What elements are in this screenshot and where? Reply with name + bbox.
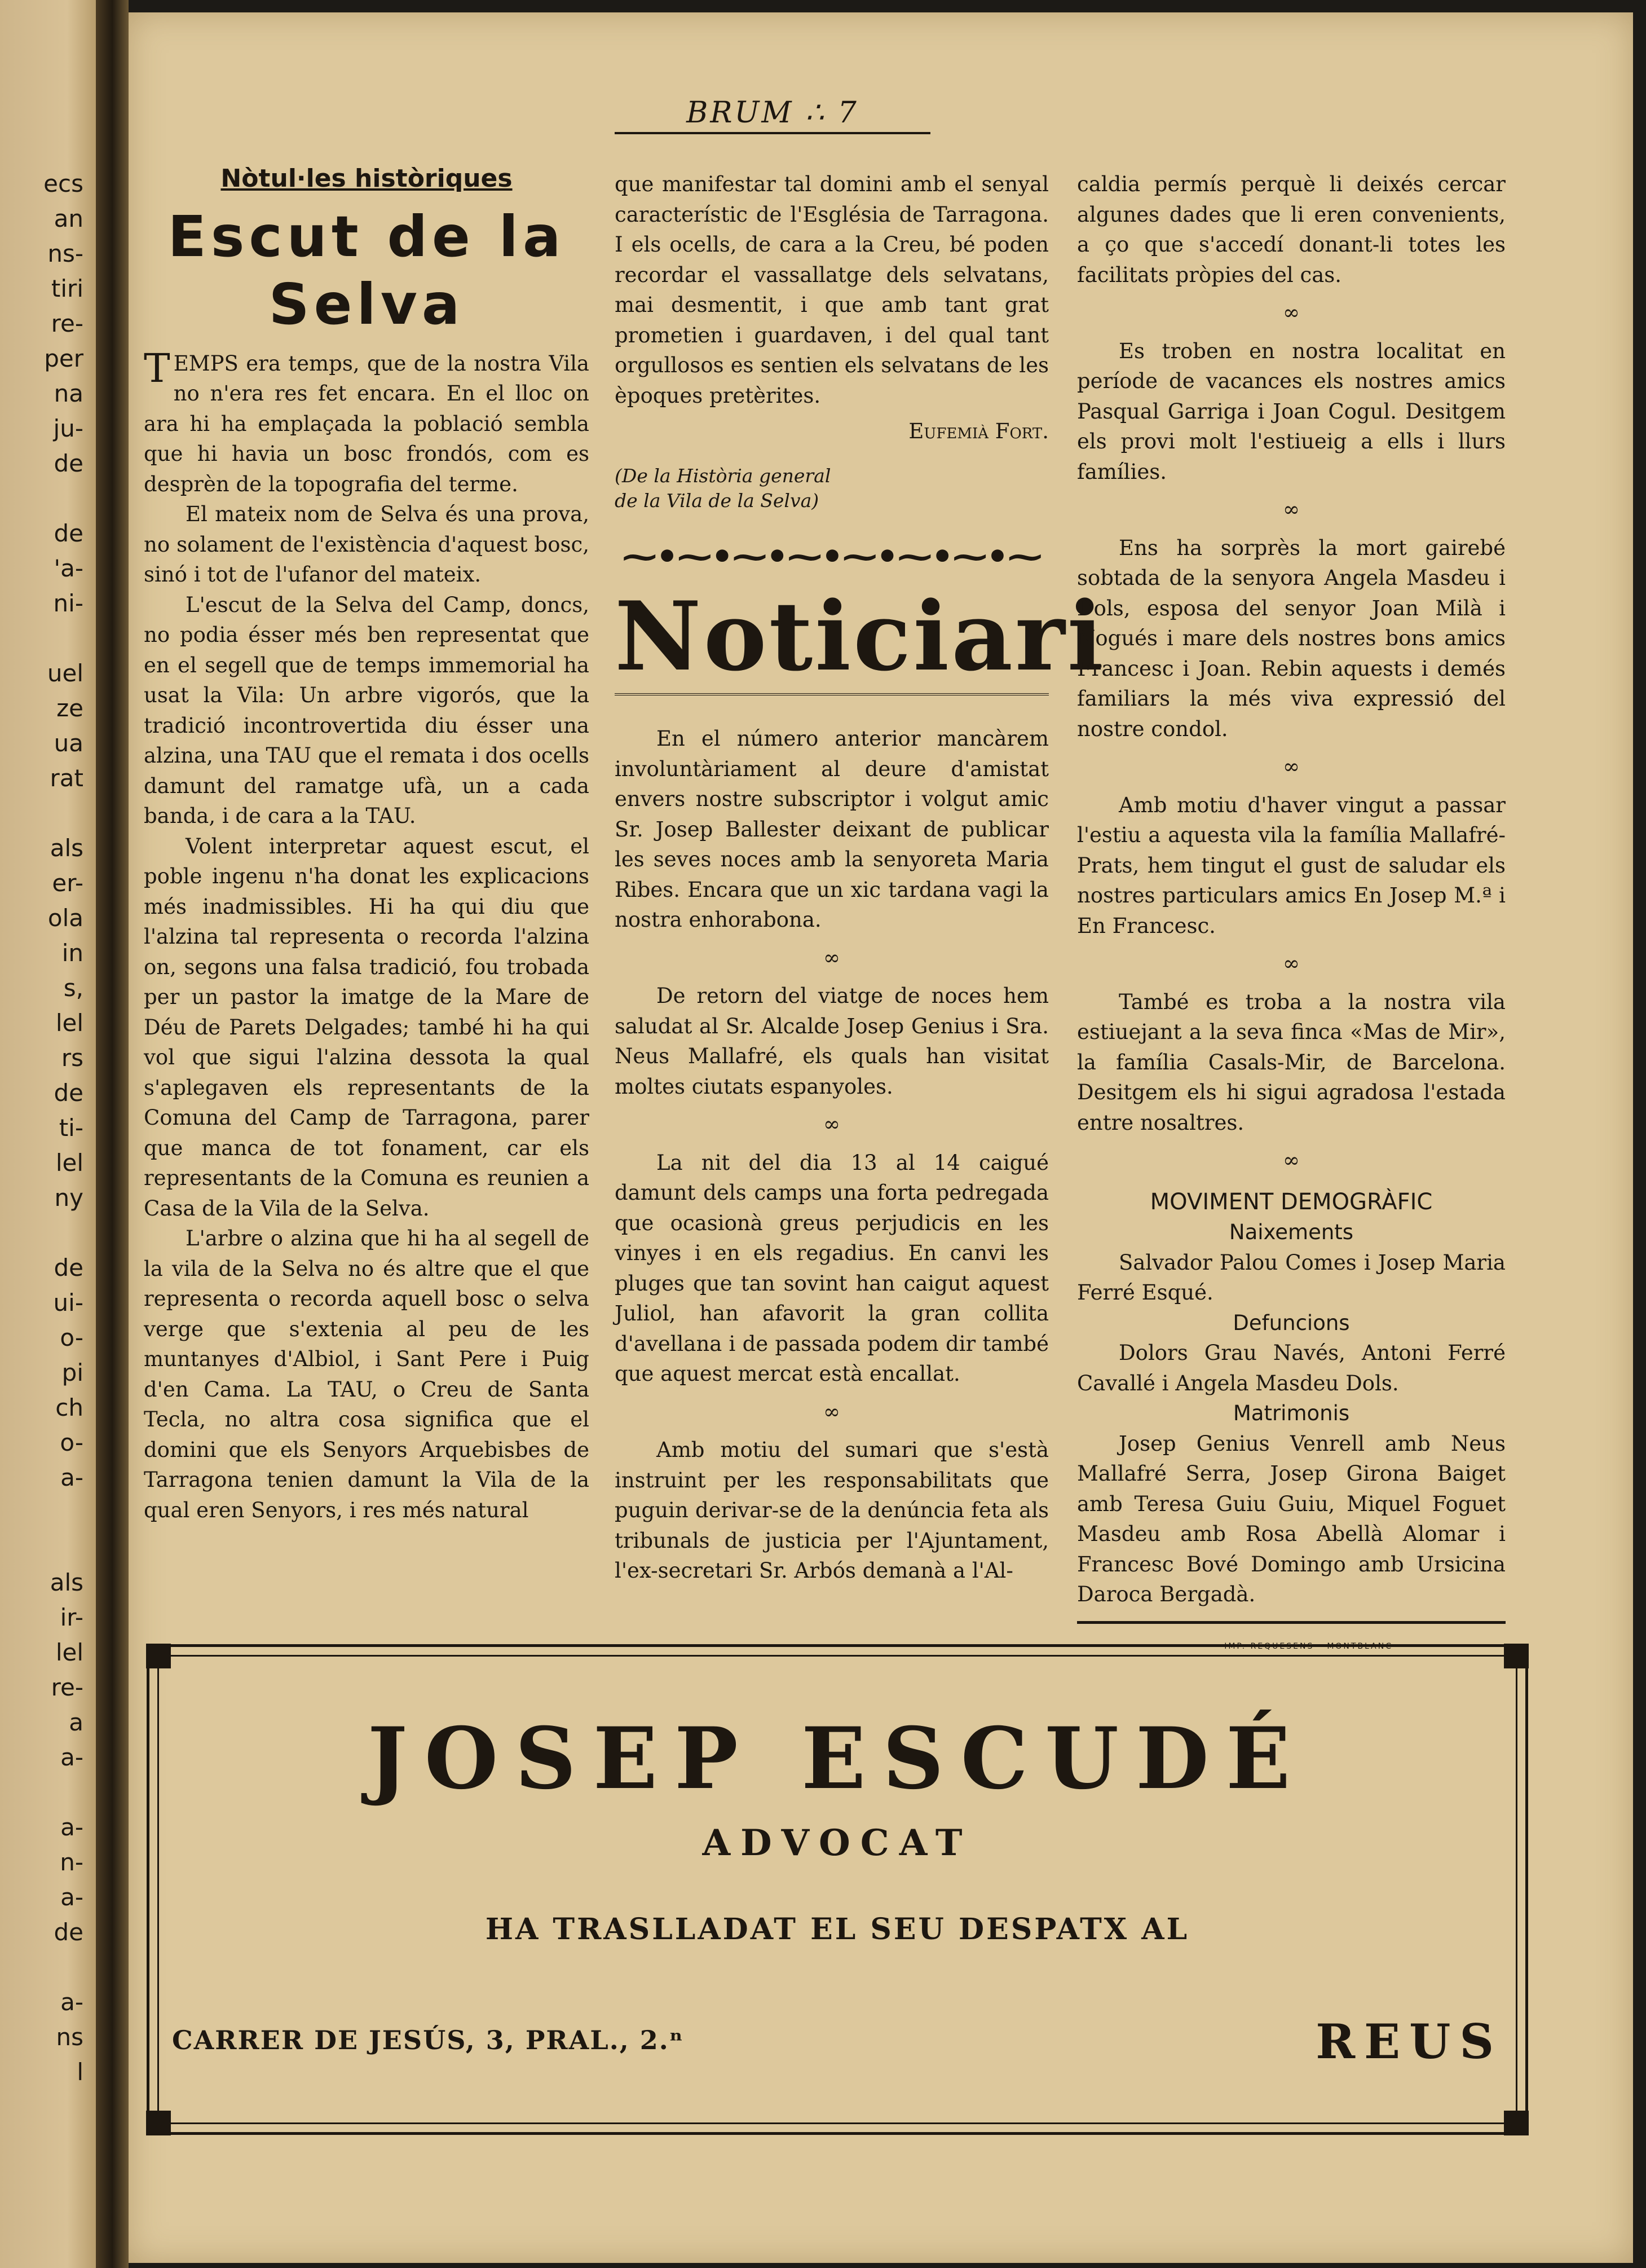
facing-page-fragment: a-	[60, 1813, 83, 1841]
advertisement-notice: HA TRASLLADAT EL SEU DESPATX AL	[485, 1912, 1190, 1946]
facing-page-fragment: ni-	[53, 589, 83, 617]
ornament-icon: ∞	[1283, 952, 1300, 975]
facing-page-fragment: a-	[60, 1883, 83, 1911]
book-gutter	[96, 0, 129, 2268]
facing-page-fragment: de	[54, 519, 83, 547]
news-item: La nit del dia 13 al 14 caigué damunt dels camps una forta pedregada que ocasionà greus perjudicis en les vinyes i en els regadius. En canvi les pluges que tan sovint han caigut aquest Juliol, han afavorit la gran collita d'avellana i de passada podem dir també que aquest mercat està encallat.	[615, 1150, 1049, 1386]
births-text: Salvador Palou Comes i Josep Maria Ferré Esqué.	[1077, 1250, 1506, 1305]
drop-cap: T	[144, 345, 170, 391]
facing-page-fragment: ju-	[53, 415, 83, 442]
facing-page-fragment: a-	[60, 1464, 83, 1491]
facing-page-fragment: rat	[50, 764, 83, 792]
facing-page-fragment: a-	[60, 1988, 83, 2016]
news-item: Es troben en nostra localitat en període de vacances els nostres amics Pasqual Garriga i Joan Cogul. Desitgem els provi molt l'estiueig a ells i llurs famílies.	[1077, 338, 1506, 484]
ornament-icon: ∞	[823, 1400, 840, 1424]
facing-page-fragment: 'a-	[54, 554, 83, 582]
paragraph: Volent interpretar aquest escut, el poble ingenu n'ha donat les explicacions més inadmissibles. Hi ha qui diu que l'alzina tal representa o recorda l'alzina on, segons una falsa tradició, fou trobada per un pastor la imatge de la Mare de Déu de Parets Delgades; també hi ha qui vol que sigui l'alzina dessota la qual s'aplegaven els representants de la Comuna del Camp de Tarragona, parer que manca de tot fonament, car els representants de la Comuna es reunien a Casa de la Vila de la Selva.	[144, 834, 589, 1221]
facing-page-fragment: ti-	[59, 1114, 83, 1142]
news-item: De retorn del viatge de noces hem saludat al Sr. Alcalde Josep Genius i Sra. Neus Mallafré, els quals han visitat moltes ciutats espanyoles.	[615, 984, 1049, 1099]
paragraph: L'escut de la Selva del Camp, doncs, no podia ésser més ben representat que en el segell que de temps immemorial ha usat la Vila: Un arbre vigorós, que la tradició incontrovertida diu ésser una alzina, una TAU que el remata i dos ocells damunt del ramatge ufà, un a cada banda, i de cara a la TAU.	[144, 592, 589, 828]
facing-page-fragment: l	[77, 2058, 83, 2086]
paragraph: L'arbre o alzina que hi ha al segell de la vila de la Selva no és altre que el que representa o recorda aquell bosc o selva verge que s'extenia al peu de les muntanyes d'Albiol, i Sant Pere i Puig d'en Cama. La TAU, o Creu de Santa Tecla, no altra cosa significa que el domini que els Senyors Arquebisbes de Tarragona tenien damunt la Vila de la qual eren Senyors, i res més natural	[144, 1226, 589, 1522]
paragraph: El mateix nom de Selva és una prova, no solament de l'existència d'aquest bosc, sinó i tot de l'ufanor del mateix.	[144, 502, 589, 587]
facing-page-fragment: lel	[55, 1639, 83, 1666]
facing-page-fragment: na	[54, 380, 83, 407]
advertiser-name: JOSEP ESCUDÉ	[367, 1709, 1308, 1808]
facing-page-fragment: ze	[56, 694, 83, 722]
advertisement-city: REUS	[1316, 2014, 1503, 2069]
ornament-icon: ∞	[1283, 498, 1300, 521]
facing-page-edge	[0, 0, 96, 2268]
frame-corner	[1504, 1644, 1529, 1668]
facing-page-fragment: re-	[51, 310, 83, 337]
facing-page-fragment: ecs	[43, 170, 83, 197]
paragraph: caldia permís perquè li deixés cercar algunes dades que li eren convenients, a ço que s'accedí donant-li totes les facilitats pròpies del cas.	[1077, 172, 1506, 287]
facing-page-fragment: s,	[63, 974, 83, 1002]
ornament-icon: ∞	[1283, 755, 1300, 778]
article-title: Escut de la Selva	[167, 203, 566, 337]
facing-page-fragment: de	[54, 1254, 83, 1281]
news-item: Amb motiu del sumari que s'està instruint per les responsabilitats que puguin derivar-se de la denúncia feta als tribunals de justicia per l'Ajuntament, l'ex-secretari Sr. Arbós demanà a l'Al-	[615, 1438, 1049, 1583]
facing-page-fragment: uel	[47, 659, 83, 687]
frame-corner	[146, 1644, 171, 1668]
facing-page-fragment: lel	[55, 1149, 83, 1177]
news-item: En el número anterior mancàrem involuntàriament al deure d'amistat envers nostre subscriptor i volgut amic Sr. Josep Ballester deixant de publicar les seves noces amb la senyoreta Maria Ribes. Encara que un xic tardana vagi la nostra enhorabona.	[615, 726, 1049, 932]
signature: Eufemià Fort.	[908, 419, 1049, 443]
facing-page-fragment: a-	[60, 1743, 83, 1771]
facing-page-fragment: ny	[54, 1184, 83, 1212]
facing-page-fragment: re-	[51, 1674, 83, 1701]
facing-page-fragment: er-	[52, 869, 83, 897]
marriages-text: Josep Genius Venrell amb Neus Mallafré Serra, Josep Girona Baiget amb Teresa Guiu Guiu, Miquel Foguet Masdeu amb Rosa Abellà Alomar i Francesc Bové Domingo amb Ursicina Daroca Bergadà.	[1077, 1431, 1506, 1606]
advertisement-box	[147, 1644, 1528, 2135]
section-title: Noticiari	[615, 583, 1049, 695]
frame-corner	[1504, 2111, 1529, 2135]
column-2	[615, 169, 1106, 1586]
facing-page-fragment: ui-	[53, 1289, 83, 1316]
frame-corner	[146, 2111, 171, 2135]
advertiser-role: ADVOCAT	[702, 1822, 973, 1864]
facing-page-fragment: rs	[61, 1044, 83, 1072]
facing-page-fragment: ir-	[60, 1604, 83, 1631]
ornament-icon: ∞	[1283, 1149, 1300, 1172]
facing-page-fragment: o-	[60, 1429, 83, 1456]
facing-page-fragment: pi	[61, 1359, 83, 1386]
paragraph: que manifestar tal domini amb el senyal característic de l'Església de Tarragona. I els ocells, de cara a la Creu, bé poden recordar el vassallatge dels selvatans, mai desmentit, i que amb tant grat prometien i guardaven, i del qual tant orgullosos es sentien els selvatans de les èpoques pretèrites.	[615, 172, 1049, 408]
facing-page-fragment: ola	[47, 904, 83, 932]
printer-credit: IMP. REQUESENS - MONTBLANC	[1224, 1641, 1393, 1651]
facing-page-fragment: in	[61, 939, 83, 967]
facing-page-fragment: ch	[55, 1394, 83, 1421]
demographics-heading: MOVIMENT DEMOGRÀFIC	[1150, 1188, 1433, 1215]
facing-page-fragment: de	[54, 1079, 83, 1107]
news-item: Ens ha sorprès la mort gairebé sobtada de la senyora Angela Masdeu i Dols, esposa del senyor Joan Milà i Nogués i mare dels nostres bons amics Francesc i Joan. Rebin aquests i demés familiars la més viva expressió del nostre condol.	[1077, 535, 1506, 741]
ornament-icon: ∞	[823, 1113, 840, 1136]
facing-page-fragment: als	[50, 834, 83, 862]
ornament-icon: ∞	[1283, 301, 1300, 324]
facing-page-fragment: an	[54, 205, 83, 232]
news-item: També es troba a la nostra vila estiuejant a la seva finca «Mas de Mir», la família Casals-Mir, de Barcelona. Desitgem els hi sigui agradosa l'estada entre nosaltres.	[1077, 989, 1506, 1135]
running-header: BRUM ∴ 7	[615, 96, 930, 134]
advertisement-address: CARRER DE JESÚS, 3, PRAL., 2.ⁿ	[172, 2025, 684, 2055]
marriages-heading: Matrimonis	[1233, 1401, 1350, 1425]
facing-page-fragment: de	[54, 450, 83, 477]
births-heading: Naixements	[1229, 1220, 1354, 1244]
ornament-icon: ∞	[823, 946, 840, 970]
facing-page-fragment: als	[50, 1569, 83, 1596]
facing-page-fragment: lel	[55, 1009, 83, 1037]
column-3	[1077, 169, 1506, 1662]
news-item: Amb motiu d'haver vingut a passar l'estiu a aquesta vila la família Mallafré-Prats, hem tingut el gust de saludar els nostres particulars amics En Josep M.ª i En Francesc.	[1077, 792, 1506, 938]
facing-page-fragment: de	[54, 1918, 83, 1946]
facing-page-fragment: ns-	[47, 240, 83, 267]
ornament-row: ⁓•⁓•⁓•⁓•⁓•⁓•⁓•⁓	[622, 535, 1042, 577]
facing-page-fragment: per	[44, 345, 83, 372]
facing-page-fragment: ua	[54, 729, 83, 757]
deaths-text: Dolors Grau Navés, Antoni Ferré Cavallé i Angela Masdeu Dols.	[1077, 1341, 1506, 1395]
section-kicker: Nòtul·les històriques	[220, 164, 513, 193]
paragraph: TEMPS era temps, que de la nostra Vila no n'era res fet encara. En el lloc on ara hi ha emplaçada la població sembla que hi havia un bosc frondós, com es desprèn de la topografia del terme.	[144, 345, 589, 496]
deaths-heading: Defuncions	[1233, 1310, 1350, 1335]
facing-page-fragment: ns	[56, 2023, 83, 2051]
source-note: (De la Història general de la Vila de la Selva)	[615, 464, 831, 512]
facing-page-fragment: n-	[60, 1848, 83, 1876]
column-rule	[1077, 1621, 1506, 1624]
facing-page-fragment: o-	[60, 1324, 83, 1351]
facing-page-fragment: a	[69, 1708, 83, 1736]
facing-page-fragment: tiri	[51, 275, 83, 302]
column-1	[144, 164, 589, 1525]
